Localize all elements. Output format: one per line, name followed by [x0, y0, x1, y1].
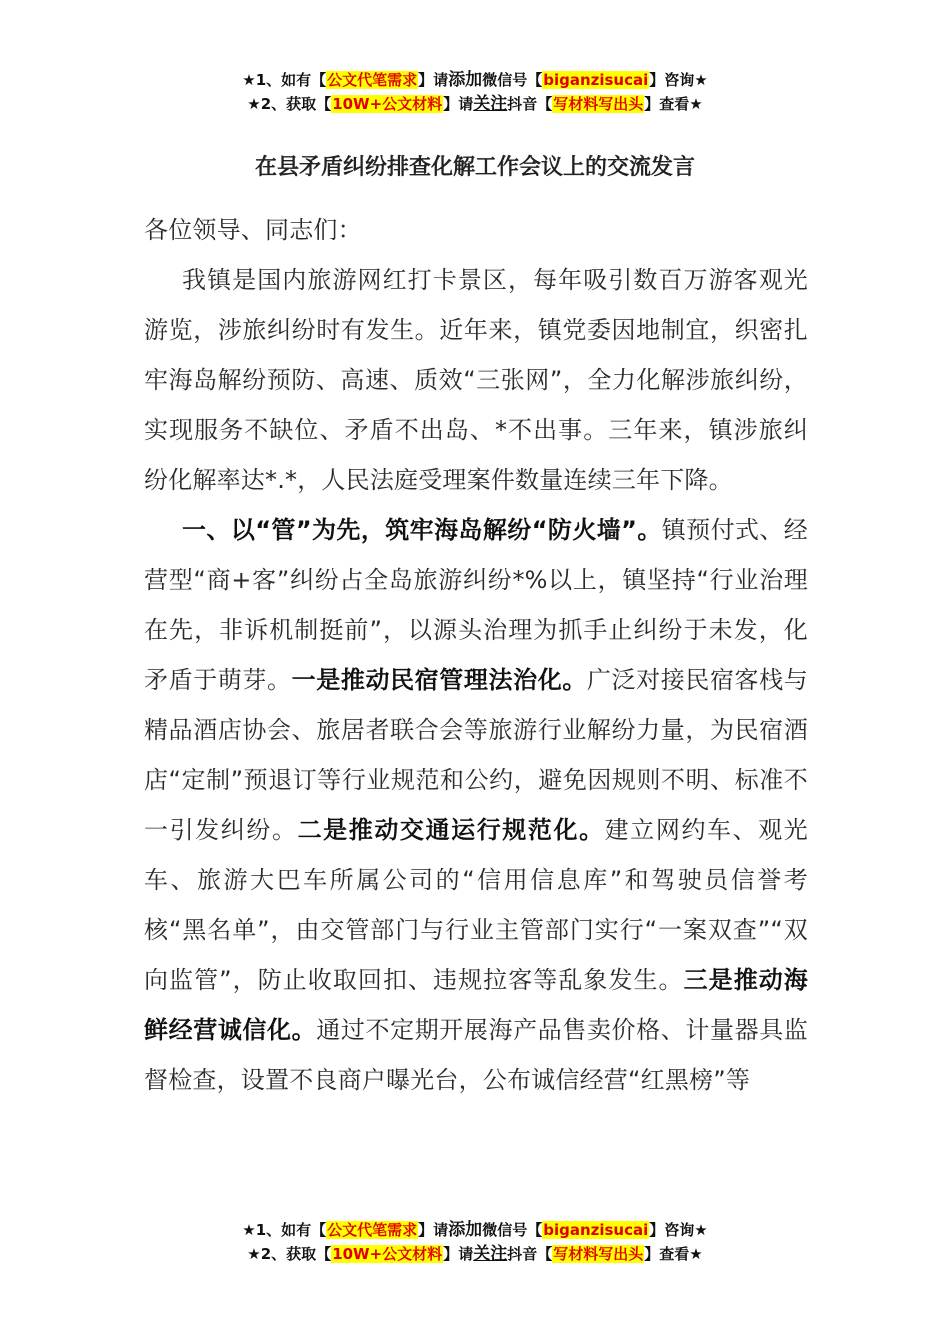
- footer-promo-banner: [0, 1218, 950, 1266]
- document-body: [144, 205, 808, 1105]
- promo-text: 】咨询★: [649, 71, 708, 89]
- point-heading: 二是推动交通运行规范化。: [297, 816, 605, 844]
- promo-text: 抖音【: [507, 95, 553, 113]
- promo-text: ★1、如有【: [242, 71, 327, 89]
- promo-text: 】请: [418, 71, 449, 89]
- promo-text: 】咨询★: [649, 1221, 708, 1239]
- paragraph-text: 镇预付式、经营型“商+客”纠纷占全岛旅游纠纷*%以上，镇坚持“行业治理在先，非诉机制挺前”，以源头治理为抓手止纠纷于未发，化矛盾于萌芽。: [144, 516, 809, 694]
- salutation: 各位领导、同志们：: [144, 216, 362, 244]
- promo-text: ★2、获取【: [247, 95, 332, 113]
- header-promo-banner: [0, 68, 950, 116]
- intro-paragraph: 我镇是国内旅游网红打卡景区，每年吸引数百万游客观光游览，涉旅纠纷时有发生。近年来，镇党委因地制宜，织密扎牢海岛解纷预防、高速、质效“三张网”，全力化解涉旅纠纷，实现服务不缺位、矛盾不出岛、*不出事。三年来，镇涉旅纠纷化解率达*.*，人民法庭受理案件数量连续三年下降。: [144, 266, 808, 494]
- promo-text: 抖音【: [507, 1245, 553, 1263]
- promo-text: 】请: [443, 95, 474, 113]
- promo-text: 】查看★: [644, 1245, 703, 1263]
- promo-emphasis: 添加: [448, 70, 483, 90]
- promo-line-2: [0, 92, 950, 116]
- promo-emphasis: 关注: [473, 1244, 508, 1264]
- document-title: 在县矛盾纠纷排查化解工作会议上的交流发言: [254, 155, 695, 180]
- promo-highlight: 10W+公文材料: [332, 1245, 443, 1263]
- promo-wechat-id: biganzisucai: [543, 71, 649, 89]
- point-heading: 三是推动海鲜经营诚信化。: [144, 966, 809, 1044]
- promo-line-1: [0, 68, 950, 92]
- promo-highlight: 公文代笔需求: [327, 71, 418, 89]
- section-heading: 一、以“管”为先，筑牢海岛解纷“防火墙”。: [182, 516, 662, 544]
- promo-emphasis: 关注: [473, 94, 508, 114]
- paragraph-text: 通过不定期开展海产品售卖价格、计量器具监督检查，设置不良商户曝光台，公布诚信经营“红黑榜”等: [144, 1016, 809, 1094]
- promo-text: 微信号【: [482, 71, 543, 89]
- promo-text: 】查看★: [644, 95, 703, 113]
- promo-emphasis: 添加: [448, 1220, 483, 1240]
- promo-wechat-id: biganzisucai: [543, 1221, 649, 1239]
- promo-text: 】请: [443, 1245, 474, 1263]
- section-one-paragraph: [144, 505, 808, 1105]
- promo-text: 微信号【: [482, 1221, 543, 1239]
- paragraph-text: 广泛对接民宿客栈与精品酒店协会、旅居者联合会等旅游行业解纷力量，为民宿酒店“定制”预退订等行业规范和公约，避免因规则不明、标准不一引发纠纷。: [144, 666, 808, 844]
- promo-highlight: 公文代笔需求: [327, 1221, 418, 1239]
- promo-highlight: 10W+公文材料: [332, 95, 443, 113]
- promo-douyin-id: 写材料写出头: [553, 1245, 644, 1263]
- promo-line-1: [0, 1218, 950, 1242]
- promo-text: 】请: [418, 1221, 449, 1239]
- point-heading: 一是推动民宿管理法治化。: [291, 666, 587, 694]
- promo-text: ★1、如有【: [242, 1221, 327, 1239]
- paragraph-text: 建立网约车、观光车、旅游大巴车所属公司的“信用信息库”和驾驶员信誉考核“黑名单”，由交管部门与行业主管部门实行“一案双查”“双向监管”，防止收取回扣、违规拉客等乱象发生。: [144, 816, 809, 994]
- promo-text: ★2、获取【: [247, 1245, 332, 1263]
- promo-line-2: [0, 1242, 950, 1266]
- promo-douyin-id: 写材料写出头: [553, 95, 644, 113]
